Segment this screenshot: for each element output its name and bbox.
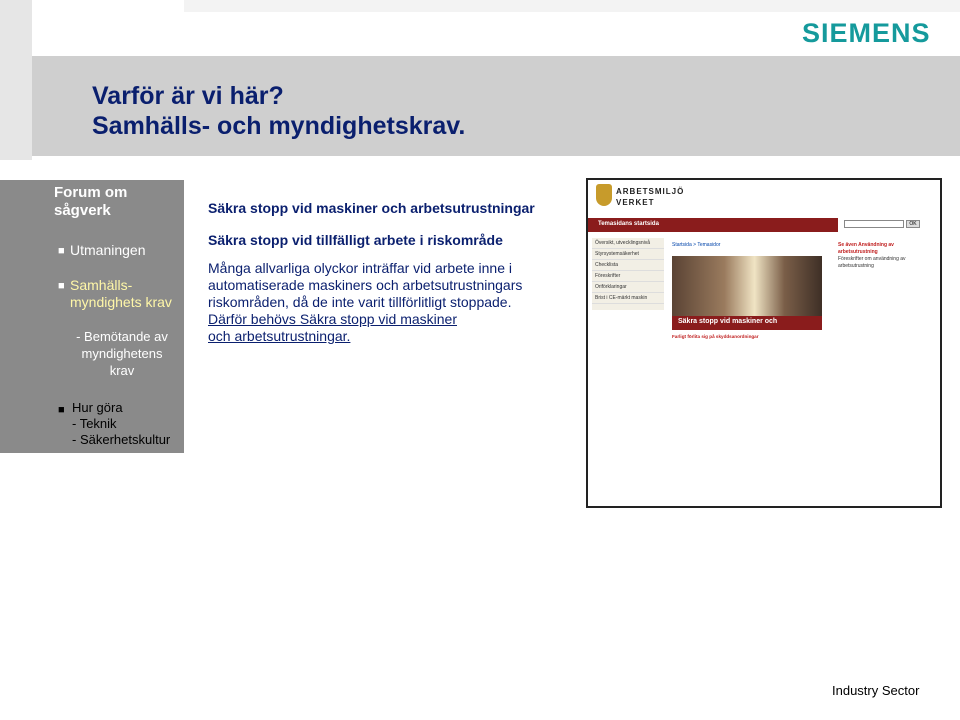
decorative-left-strip	[0, 0, 32, 160]
website-search-ok: OK	[906, 220, 920, 228]
website-photo-title: Säkra stopp vid maskiner och	[678, 318, 778, 325]
sidebar-sub-bemotande-2: myndighetens	[81, 346, 163, 361]
website-nav-item: Översikt, utvecklingsnivå	[592, 238, 664, 249]
sidebar-forum-title: Forum om sågverk	[54, 184, 128, 219]
sidebar-sub-teknik: - Teknik	[72, 416, 117, 431]
website-brand-line1: ARBETSMILJÖ	[616, 187, 685, 196]
paragraph-link-line-4[interactable]: Därför behövs Säkra stopp vid maskiner	[208, 311, 457, 327]
paragraph-line-1: Många allvarliga olyckor inträffar vid arbete inne i	[208, 260, 513, 276]
sidebar-sub-sakerhetskultur: - Säkerhetskultur	[72, 432, 171, 447]
website-bar-text: Temasidans startsida	[598, 221, 659, 227]
website-nav-item: Styrsystemsäkerhet	[592, 249, 664, 260]
website-photo-caption	[672, 316, 822, 330]
sidebar-item-samhalls-line1[interactable]: Samhälls-	[70, 277, 133, 293]
sidebar-item-hur-gora[interactable]: Hur göra	[72, 400, 123, 415]
paragraph-line-2: automatiserade maskiners och arbetsutrustningars	[208, 277, 523, 293]
website-text-block	[672, 334, 822, 341]
slide-title-line1: Varför är vi här?	[92, 82, 284, 110]
decorative-top-strip	[184, 0, 960, 12]
website-nav-item: Oriförklaringar	[592, 282, 664, 293]
footer-industry-sector: Industry Sector	[832, 683, 920, 698]
website-nav-bar	[588, 218, 838, 232]
website-side-text: Föreskrifter om användning av arbetsutrustning	[838, 256, 906, 269]
website-brand-line2: VERKET	[616, 198, 655, 207]
slide-title-line2: Samhälls- och myndighetskrav.	[92, 112, 466, 140]
website-search-input	[844, 220, 904, 228]
bullet-icon: ■	[58, 245, 65, 257]
sidebar-lower	[0, 398, 184, 453]
website-nav-item: Checklista	[592, 260, 664, 271]
website-side-title: Se även Användning av arbetsutrustning	[838, 242, 894, 255]
sidebar-sub-bemotande: - Bemötande av	[76, 329, 168, 344]
website-breadcrumb: Startsida > Temasidor	[672, 242, 721, 248]
crest-icon	[596, 184, 612, 206]
bullet-icon: ■	[58, 280, 65, 292]
sidebar-sub-bemotande-3: krav	[109, 363, 135, 378]
siemens-logo: SIEMENS	[802, 18, 931, 48]
website-left-nav	[592, 238, 664, 310]
sidebar-item-utmaningen[interactable]: Utmaningen	[70, 242, 146, 258]
content-paragraph	[208, 260, 522, 345]
website-section-heading: Farligt förlita sig på skyddsanordningar	[672, 334, 759, 339]
title-band	[32, 56, 960, 156]
website-photo	[672, 256, 822, 316]
sidebar-item-samhalls-line2[interactable]: myndighets krav	[70, 294, 172, 310]
website-nav-item: Föreskrifter	[592, 271, 664, 282]
website-side-box	[838, 242, 934, 352]
paragraph-line-3: riskområden, då de inte varit tillförlitligt stoppade.	[208, 294, 512, 310]
paragraph-link-line-5[interactable]: och arbetsutrustningar.	[208, 328, 351, 344]
website-nav-item: Brist i CE-märkt maskin	[592, 293, 664, 304]
content-heading-1: Säkra stopp vid maskiner och arbetsutrustningar	[208, 200, 535, 216]
bullet-icon: ■	[58, 404, 65, 416]
content-heading-2: Säkra stopp vid tillfälligt arbete i riskområde	[208, 232, 503, 248]
website-screenshot	[586, 178, 942, 508]
